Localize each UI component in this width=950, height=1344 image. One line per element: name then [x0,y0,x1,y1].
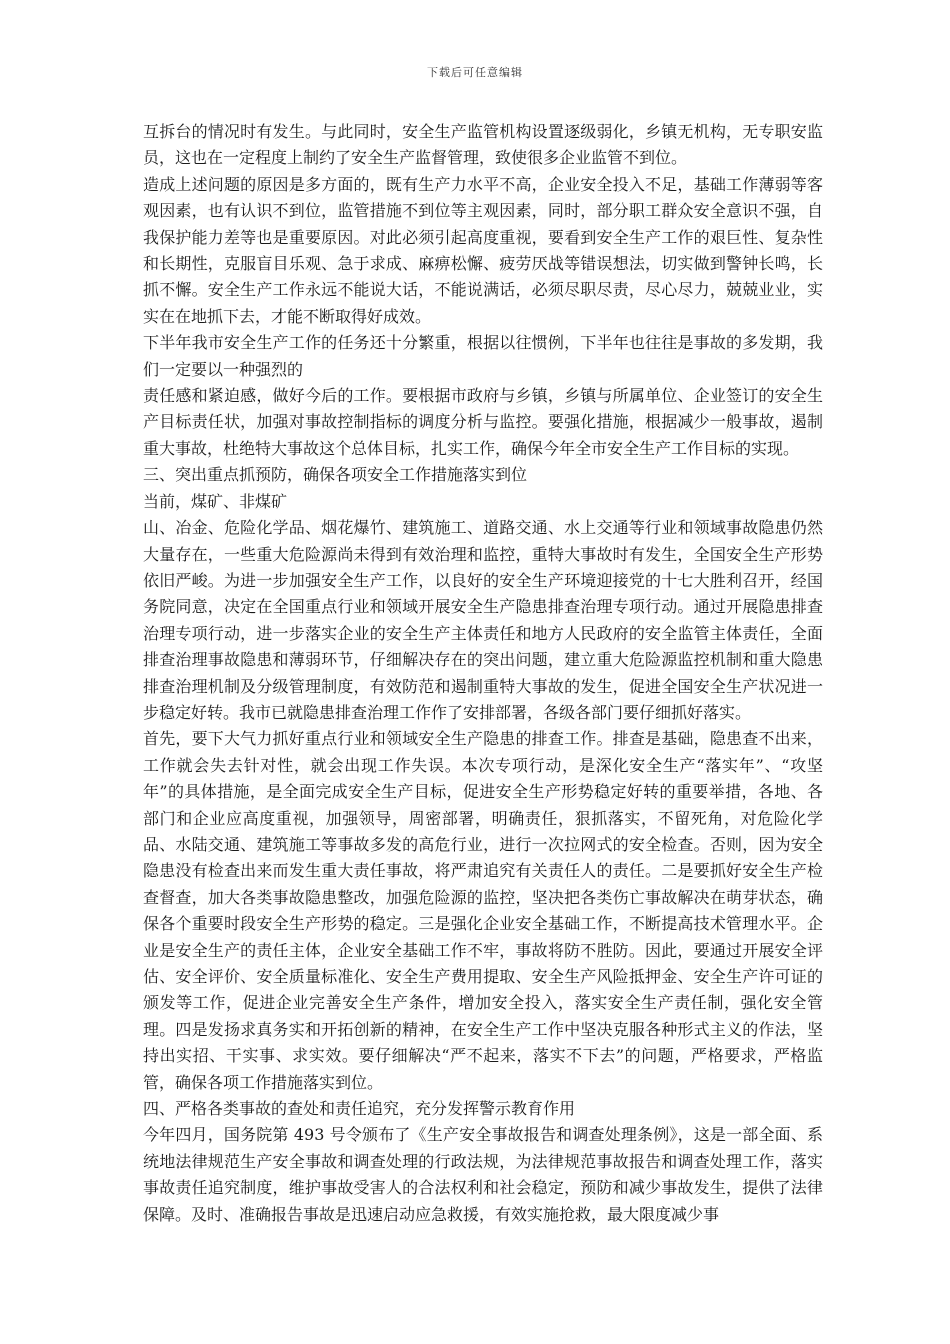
paragraph-2: 造成上述问题的原因是多方面的，既有生产力水平不高，企业安全投入不足，基础工作薄弱等客观因素，也有认识不到位，监管措施不到位等主观因素，同时，部分职工群众安全意识不强，自我保护能力差等也是重要原因。对此必须引起高度重视，要看到安全生产工作的艰巨性、复杂性和长期性，克服盲目乐观、急于求成、麻痹松懈、疲劳厌战等错误想法，切实做到警钟长鸣，长抓不懈。安全生产工作永远不能说大话，不能说满话，必须尽职尽责，尽心尽力，兢兢业业，实实在在地抓下去，才能不断取得好成效。 [143,174,823,326]
document-body [143,119,823,1228]
paragraph-7: 首先，要下大气力抓好重点行业和领域安全生产隐患的排查工作。排查是基础，隐患查不出来，工作就会失去针对性，就会出现工作失误。本次专项行动，是深化安全生产“落实年”、“攻坚年”的具体措施，是全面完成安全生产目标，促进安全生产形势稳定好转的重要举措，各地、各部门和企业应高度重视，加强领导，周密部署，明确责任，狠抓落实，不留死角，对危险化学品、水陆交通、建筑施工等事故多发的高危行业，进行一次拉网式的安全检查。否则，因为安全隐患没有检查出来而发生重大责任事故，将严肃追究有关责任人的责任。二是要抓好安全生产检查督查，加大各类事故隐患整改，加强危险源的监控，坚决把各类伤亡事故解决在萌芽状态，确保各个重要时段安全生产形势的稳定。三是强化企业安全基础工作，不断提高技术管理水平。企业是安全生产的责任主体，企业安全基础工作不牢，事故将防不胜防。因此，要通过开展安全评估、安全评价、安全质量标准化、安全生产费用提取、安全生产风险抵押金、安全生产许可证的颁发等工作，促进企业完善安全生产条件，增加安全投入，落实安全生产责任制，强化安全管理。四是发扬求真务实和开拓创新的精神，在安全生产工作中坚决克服各种形式主义的作法，坚持出实招、干实事、求实效。要仔细解决“严不起来，落实不下去”的问题，严格要求，严格监管，确保各项工作措施落实到位。 [143,729,823,1092]
section-heading-3: 三、突出重点抓预防，确保各项安全工作措施落实到位 [143,465,528,485]
paragraph-8: 今年四月，国务院第 493 号令颁布了《生产安全事故报告和调查处理条例》，这是一部全面、系统地法律规范生产安全事故和调查处理的行政法规，为法律规范事故报告和调查处理工作，落实事故责任追究制度，维护事故受害人的合法权利和社会稳定，预防和减少事故发生，提供了法律保障。及时、准确报告事故是迅速启动应急救援，有效实施抢救，最大限度减少事 [143,1125,823,1224]
paragraph-3: 下半年我市安全生产工作的任务还十分繁重，根据以往惯例，下半年也往往是事故的多发期，我们一定要以一种强烈的 [143,333,823,379]
paragraph-6: 山、冶金、危险化学品、烟花爆竹、建筑施工、道路交通、水上交通等行业和领域事故隐患仍然大量存在，一些重大危险源尚未得到有效治理和监控，重特大事故时有发生，全国安全生产形势依旧严峻。为进一步加强安全生产工作，以良好的安全生产环境迎接党的十七大胜利召开，经国务院同意，决定在全国重点行业和领域开展安全生产隐患排查治理专项行动。通过开展隐患排查治理专项行动，进一步落实企业的安全生产主体责任和地方人民政府的安全监管主体责任，全面排查治理事故隐患和薄弱环节，仔细解决存在的突出问题，建立重大危险源监控机制和重大隐患排查治理机制及分级管理制度，有效防范和遏制重特大事故的发生，促进全国安全生产状况进一步稳定好转。我市已就隐患排查治理工作作了安排部署，各级各部门要仔细抓好落实。 [143,518,823,722]
paragraph-5: 当前，煤矿、非煤矿 [143,491,288,511]
paragraph-1: 互拆台的情况时有发生。与此同时，安全生产监管机构设置逐级弱化，乡镇无机构，无专职安监员，这也在一定程度上制约了安全生产监督管理，致使很多企业监管不到位。 [143,122,823,168]
paragraph-4: 责任感和紧迫感，做好今后的工作。要根据市政府与乡镇，乡镇与所属单位、企业签订的安全生产目标责任状，加强对事故控制指标的调度分析与监控。要强化措施，根据减少一般事故，遏制重大事故，杜绝特大事故这个总体目标，扎实工作，确保今年全市安全生产工作目标的实现。 [143,386,823,458]
page-header: 下载后可任意编辑 [427,66,523,79]
section-heading-4: 四、严格各类事故的查处和责任追究，充分发挥警示教育作用 [143,1099,576,1119]
